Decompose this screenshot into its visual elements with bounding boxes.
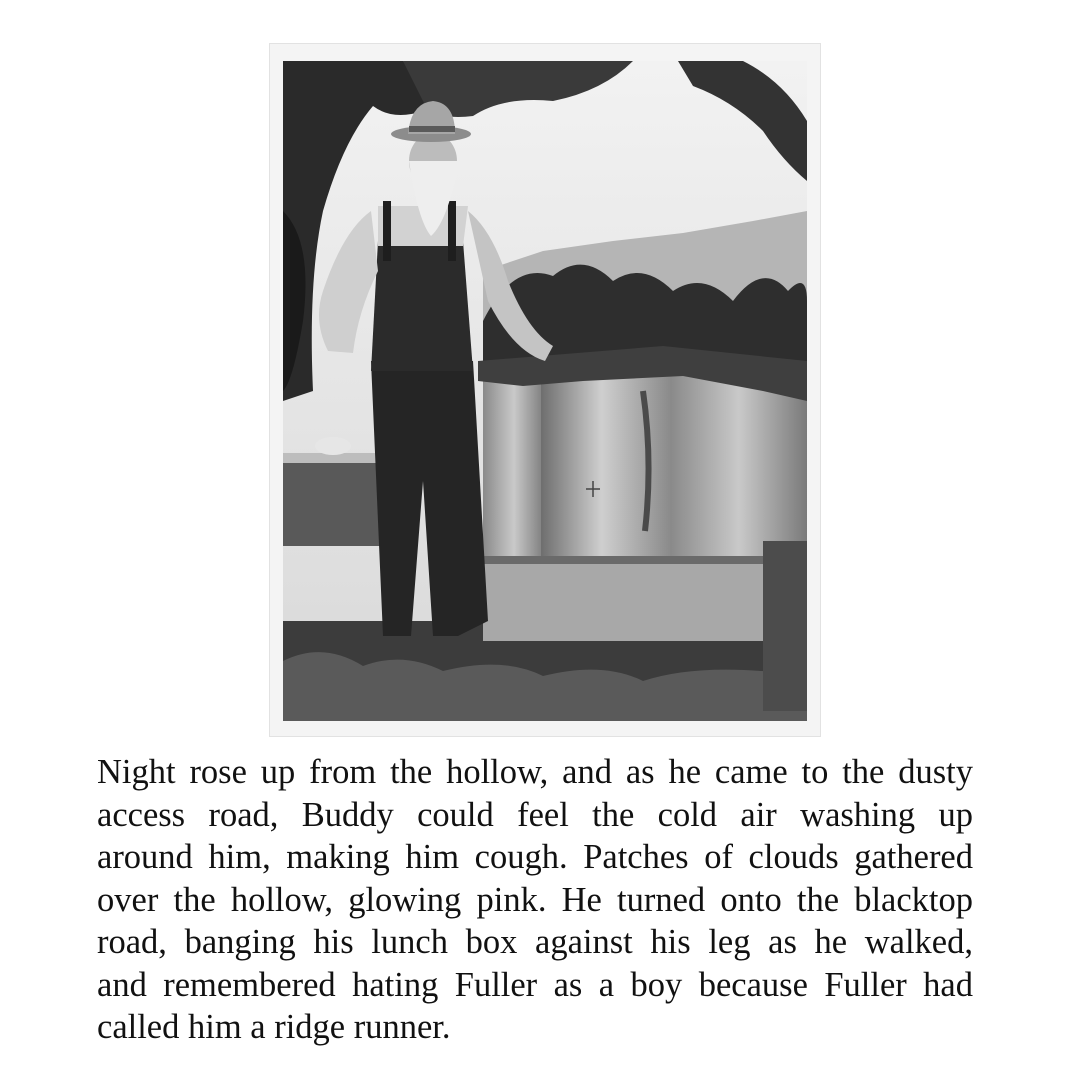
passage-line: access road, Buddy could feel the cold air washing up — [97, 795, 973, 834]
photo-frame — [270, 44, 820, 736]
passage-line: called him a ridge runner. — [97, 1008, 451, 1046]
passage-line: road, banging his lunch box against his leg as he walked, — [97, 923, 973, 961]
passage-line: over the hollow, glowing pink. He turned onto the blacktop — [97, 880, 973, 919]
passage-line: Night rose up from the hollow, and as he came to the dusty — [97, 753, 973, 791]
story-passage — [97, 751, 973, 1049]
photograph — [283, 61, 807, 721]
passage-line: around him, making him cough. Patches of clouds gathered — [97, 838, 973, 876]
passage-line: and remembered hating Fuller as a boy because Fuller had — [97, 965, 973, 1004]
